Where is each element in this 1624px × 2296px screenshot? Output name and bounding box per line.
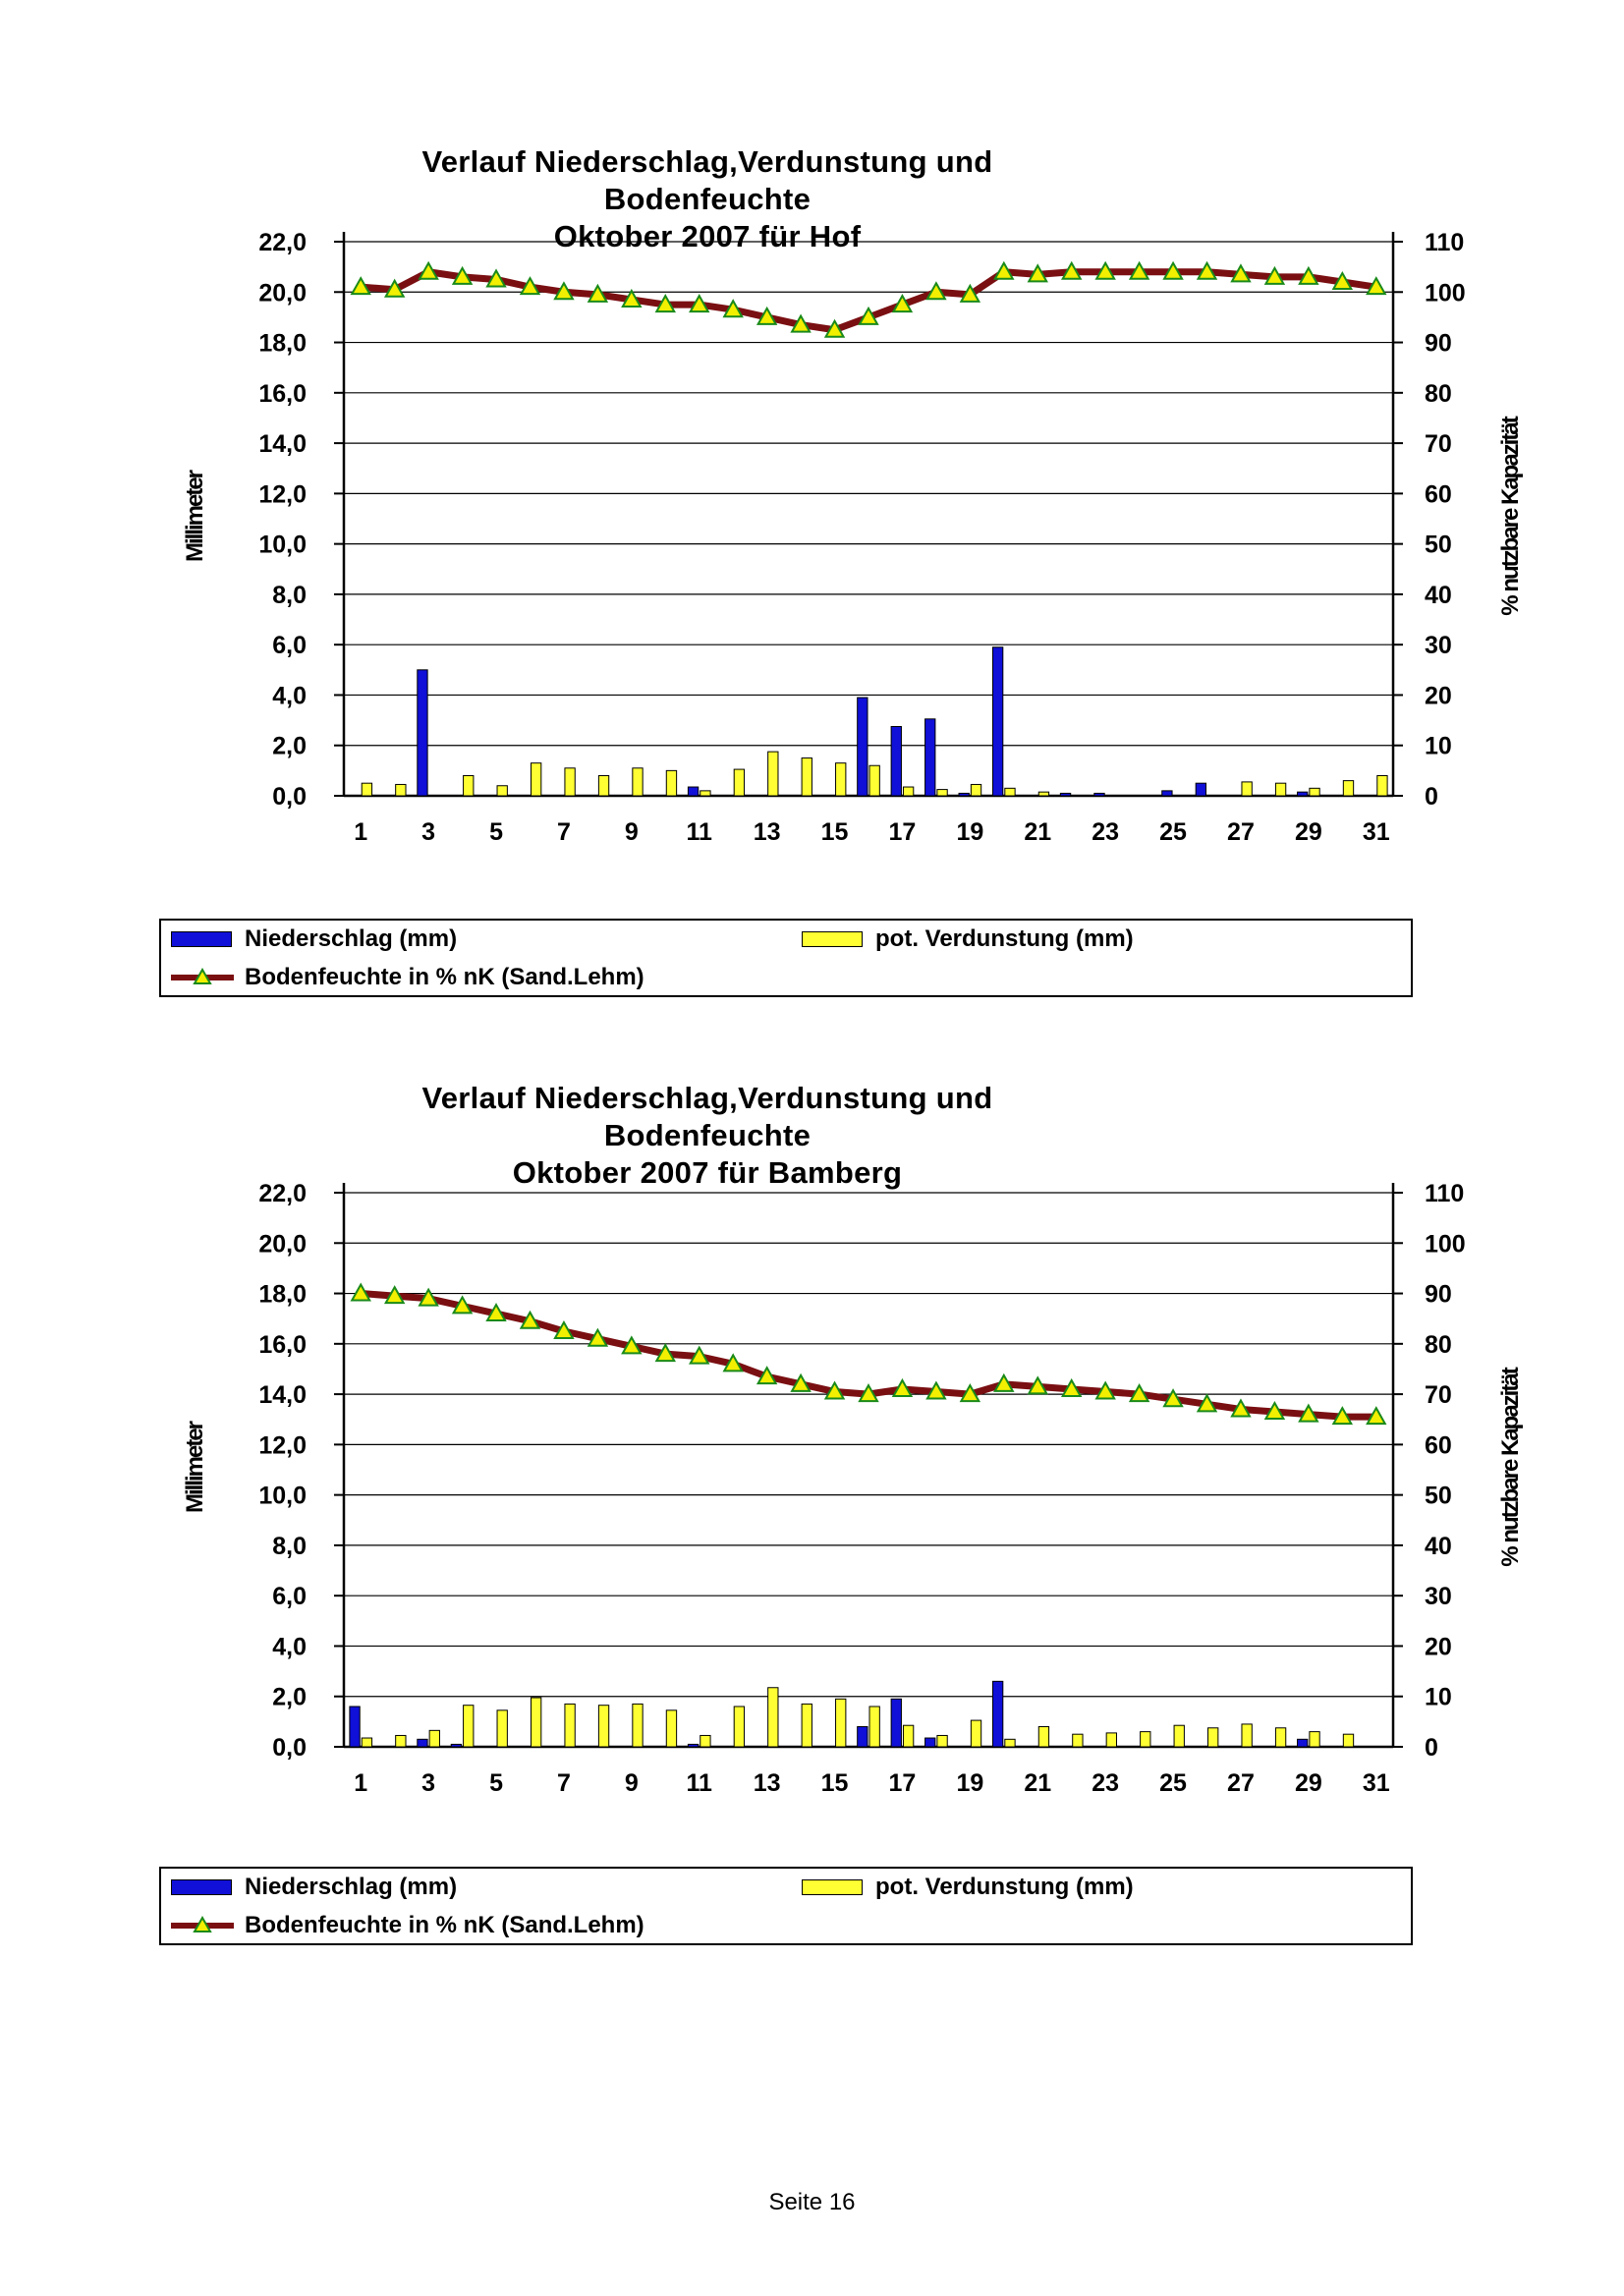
precip-bar bbox=[959, 793, 969, 796]
precip-bar bbox=[1196, 783, 1205, 796]
legend-soil-label: Bodenfeuchte in % nK (Sand.Lehm) bbox=[245, 964, 644, 990]
x-tick-label: 1 bbox=[354, 1769, 368, 1797]
evap-bar bbox=[598, 775, 608, 796]
y2-tick-label: 10 bbox=[1425, 732, 1452, 760]
evap-bar bbox=[598, 1706, 608, 1747]
evap-bar bbox=[836, 1699, 846, 1747]
evap-bar bbox=[971, 1720, 980, 1747]
y2-tick-label: 110 bbox=[1425, 1180, 1465, 1207]
y2-tick-label: 110 bbox=[1425, 229, 1465, 256]
y-tick-label: 6,0 bbox=[272, 1583, 307, 1611]
precip-bar bbox=[1298, 792, 1308, 796]
y-tick-label: 8,0 bbox=[272, 581, 307, 609]
precip-bar bbox=[688, 787, 698, 796]
evap-bar bbox=[666, 1710, 676, 1747]
evap-bar bbox=[531, 1698, 540, 1747]
legend-precip-label: Niederschlag (mm) bbox=[245, 1874, 458, 1900]
x-tick-label: 25 bbox=[1159, 818, 1187, 846]
y2-tick-label: 0 bbox=[1425, 783, 1438, 811]
evap-bar bbox=[497, 786, 507, 796]
evap-bar bbox=[1275, 1728, 1285, 1747]
precip-bar bbox=[858, 698, 868, 796]
x-tick-label: 23 bbox=[1092, 818, 1120, 846]
page-footer: Seite 16 bbox=[768, 2189, 856, 2215]
evap-bar bbox=[1310, 1732, 1319, 1747]
y2-tick-label: 90 bbox=[1425, 329, 1452, 358]
y2-tick-label: 30 bbox=[1425, 1583, 1452, 1611]
evap-bar bbox=[971, 784, 980, 796]
evap-bar bbox=[734, 769, 744, 796]
evap-bar bbox=[1343, 1734, 1353, 1747]
precip-bar bbox=[451, 1744, 461, 1747]
chart-bamberg bbox=[0, 1076, 1624, 1960]
legend-precip-label: Niederschlag (mm) bbox=[245, 925, 458, 952]
evap-bar bbox=[565, 1704, 575, 1747]
evap-bar bbox=[1038, 792, 1048, 796]
x-tick-label: 5 bbox=[489, 818, 503, 846]
x-tick-label: 7 bbox=[556, 1769, 571, 1797]
evap-bar bbox=[633, 1704, 643, 1747]
x-tick-label: 3 bbox=[421, 1769, 436, 1797]
y-tick-label: 14,0 bbox=[258, 430, 307, 459]
evap-bar bbox=[700, 1735, 710, 1747]
y-tick-label: 2,0 bbox=[272, 732, 307, 760]
evap-bar bbox=[429, 1730, 439, 1747]
y2-tick-label: 100 bbox=[1425, 279, 1466, 308]
precip-bar bbox=[992, 647, 1002, 796]
y-tick-label: 0,0 bbox=[272, 1734, 307, 1762]
evap-bar bbox=[396, 1735, 406, 1747]
y-tick-label: 14,0 bbox=[258, 1381, 307, 1410]
legend-precip-swatch bbox=[171, 1879, 232, 1895]
evap-bar bbox=[497, 1710, 507, 1747]
y-tick-label: 22,0 bbox=[258, 229, 307, 256]
precip-bar bbox=[891, 1699, 901, 1747]
chart-plot-area bbox=[0, 128, 1624, 933]
precip-bar bbox=[925, 719, 935, 796]
y-tick-label: 16,0 bbox=[258, 1330, 307, 1359]
evap-bar bbox=[1242, 782, 1252, 796]
chart-title-line1: Verlauf Niederschlag,Verdunstung und Bodenfeuchte bbox=[421, 144, 993, 216]
y2-tick-label: 100 bbox=[1425, 1230, 1466, 1259]
x-tick-label: 11 bbox=[686, 818, 712, 846]
precip-bar bbox=[1298, 1739, 1308, 1747]
evap-bar bbox=[903, 1725, 913, 1747]
y2-tick-label: 30 bbox=[1425, 632, 1452, 660]
evap-bar bbox=[802, 1704, 812, 1747]
precip-bar bbox=[858, 1726, 868, 1747]
evap-bar bbox=[937, 1735, 947, 1747]
precip-bar bbox=[1094, 793, 1104, 796]
evap-bar bbox=[768, 1688, 778, 1747]
y2-tick-label: 80 bbox=[1425, 1330, 1452, 1359]
x-tick-label: 13 bbox=[753, 1769, 781, 1797]
evap-bar bbox=[1343, 781, 1353, 796]
legend-soil-swatch bbox=[169, 1916, 238, 1935]
y-tick-label: 0,0 bbox=[272, 783, 307, 811]
y-tick-label: 12,0 bbox=[258, 480, 307, 509]
chart-legend bbox=[159, 1867, 1413, 1945]
chart-title-line1: Verlauf Niederschlag,Verdunstung und Bodenfeuchte bbox=[421, 1081, 993, 1152]
chart-hof bbox=[0, 128, 1624, 1012]
x-tick-label: 27 bbox=[1227, 818, 1255, 846]
y-tick-label: 6,0 bbox=[272, 632, 307, 660]
x-tick-label: 21 bbox=[1024, 818, 1052, 846]
precip-bar bbox=[350, 1707, 360, 1747]
evap-bar bbox=[1208, 1728, 1218, 1747]
precip-bar bbox=[925, 1738, 935, 1747]
x-tick-label: 29 bbox=[1294, 818, 1322, 846]
y-tick-label: 10,0 bbox=[258, 531, 307, 559]
evap-bar bbox=[362, 1738, 371, 1747]
legend-evap-swatch bbox=[802, 931, 863, 947]
evap-bar bbox=[734, 1707, 744, 1747]
evap-bar bbox=[1377, 775, 1387, 796]
y2-tick-label: 70 bbox=[1425, 430, 1452, 459]
evap-bar bbox=[1073, 1734, 1083, 1747]
evap-bar bbox=[464, 1706, 474, 1747]
y2-tick-label: 60 bbox=[1425, 1431, 1452, 1460]
chart-title-line2: Oktober 2007 für Hof bbox=[553, 219, 862, 253]
y2-tick-label: 50 bbox=[1425, 1482, 1452, 1510]
y-tick-label: 18,0 bbox=[258, 329, 307, 358]
precip-bar bbox=[891, 727, 901, 797]
y-tick-label: 10,0 bbox=[258, 1482, 307, 1510]
y2-tick-label: 50 bbox=[1425, 531, 1452, 559]
precip-bar bbox=[688, 1744, 698, 1747]
evap-bar bbox=[1106, 1733, 1116, 1747]
x-tick-label: 5 bbox=[489, 1769, 503, 1797]
y-tick-label: 20,0 bbox=[258, 1230, 307, 1259]
evap-bar bbox=[1242, 1724, 1252, 1747]
x-tick-label: 17 bbox=[888, 818, 917, 846]
legend-evap-swatch bbox=[802, 1879, 863, 1895]
evap-bar bbox=[768, 752, 778, 796]
y-tick-label: 4,0 bbox=[272, 682, 307, 710]
evap-bar bbox=[1174, 1725, 1184, 1747]
evap-bar bbox=[1005, 1739, 1015, 1747]
y2-tick-label: 70 bbox=[1425, 1381, 1452, 1410]
x-tick-label: 15 bbox=[820, 818, 849, 846]
evap-bar bbox=[869, 765, 879, 796]
y-tick-label: 18,0 bbox=[258, 1280, 307, 1309]
y2-tick-label: 40 bbox=[1425, 581, 1452, 609]
y2-tick-label: 80 bbox=[1425, 379, 1452, 408]
evap-bar bbox=[1038, 1726, 1048, 1747]
evap-bar bbox=[464, 775, 474, 796]
y2-tick-label: 0 bbox=[1425, 1734, 1438, 1762]
x-tick-label: 29 bbox=[1294, 1769, 1322, 1797]
x-tick-label: 19 bbox=[956, 1769, 984, 1797]
precip-bar bbox=[418, 1739, 427, 1747]
evap-bar bbox=[362, 783, 371, 796]
precip-bar bbox=[992, 1681, 1002, 1747]
x-tick-label: 9 bbox=[624, 1769, 639, 1797]
evap-bar bbox=[1310, 788, 1319, 796]
evap-bar bbox=[666, 770, 676, 796]
precip-bar bbox=[1162, 791, 1172, 796]
legend-soil-label: Bodenfeuchte in % nK (Sand.Lehm) bbox=[245, 1912, 644, 1938]
x-tick-label: 13 bbox=[753, 818, 781, 846]
x-tick-label: 15 bbox=[820, 1769, 849, 1797]
y-tick-label: 20,0 bbox=[258, 279, 307, 308]
evap-bar bbox=[937, 790, 947, 796]
y2-tick-label: 90 bbox=[1425, 1280, 1452, 1309]
y2-tick-label: 20 bbox=[1425, 1633, 1452, 1661]
x-tick-label: 7 bbox=[556, 818, 571, 846]
x-tick-label: 9 bbox=[624, 818, 639, 846]
evap-bar bbox=[700, 791, 710, 796]
evap-bar bbox=[802, 758, 812, 796]
x-tick-label: 27 bbox=[1227, 1769, 1255, 1797]
y-tick-label: 16,0 bbox=[258, 379, 307, 408]
x-tick-label: 3 bbox=[421, 818, 436, 846]
evap-bar bbox=[565, 768, 575, 796]
evap-bar bbox=[1005, 788, 1015, 796]
y-axis-title: Millimeter bbox=[182, 1422, 208, 1514]
y-tick-label: 12,0 bbox=[258, 1431, 307, 1460]
evap-bar bbox=[1141, 1732, 1150, 1747]
evap-bar bbox=[836, 763, 846, 796]
chart-title-line2: Oktober 2007 für Bamberg bbox=[512, 1155, 903, 1190]
y2-axis-title: % nutzbare Kapazität bbox=[1497, 418, 1524, 616]
evap-bar bbox=[396, 784, 406, 796]
y-tick-label: 4,0 bbox=[272, 1633, 307, 1661]
y2-tick-label: 40 bbox=[1425, 1532, 1452, 1560]
y2-axis-title: % nutzbare Kapazität bbox=[1497, 1369, 1524, 1567]
chart-legend bbox=[159, 919, 1413, 997]
legend-evap-label: pot. Verdunstung (mm) bbox=[875, 925, 1134, 952]
x-tick-label: 11 bbox=[686, 1769, 712, 1797]
y2-tick-label: 20 bbox=[1425, 682, 1452, 710]
chart-plot-area bbox=[0, 1076, 1624, 1881]
x-tick-label: 25 bbox=[1159, 1769, 1187, 1797]
y2-tick-label: 60 bbox=[1425, 480, 1452, 509]
evap-bar bbox=[1275, 783, 1285, 796]
evap-bar bbox=[869, 1707, 879, 1747]
y-axis-title: Millimeter bbox=[182, 471, 208, 563]
evap-bar bbox=[531, 763, 540, 796]
y-tick-label: 8,0 bbox=[272, 1532, 307, 1560]
x-tick-label: 17 bbox=[888, 1769, 917, 1797]
legend-evap-label: pot. Verdunstung (mm) bbox=[875, 1874, 1134, 1900]
evap-bar bbox=[633, 768, 643, 796]
x-tick-label: 31 bbox=[1362, 818, 1390, 846]
precip-bar bbox=[418, 670, 427, 796]
y-tick-label: 2,0 bbox=[272, 1683, 307, 1711]
x-tick-label: 19 bbox=[956, 818, 984, 846]
legend-precip-swatch bbox=[171, 931, 232, 947]
x-tick-label: 21 bbox=[1024, 1769, 1052, 1797]
evap-bar bbox=[903, 787, 913, 796]
x-tick-label: 1 bbox=[354, 818, 368, 846]
x-tick-label: 31 bbox=[1362, 1769, 1390, 1797]
y-tick-label: 22,0 bbox=[258, 1180, 307, 1207]
precip-bar bbox=[1060, 793, 1070, 796]
x-tick-label: 23 bbox=[1092, 1769, 1120, 1797]
y2-tick-label: 10 bbox=[1425, 1683, 1452, 1711]
legend-soil-swatch bbox=[169, 968, 238, 987]
